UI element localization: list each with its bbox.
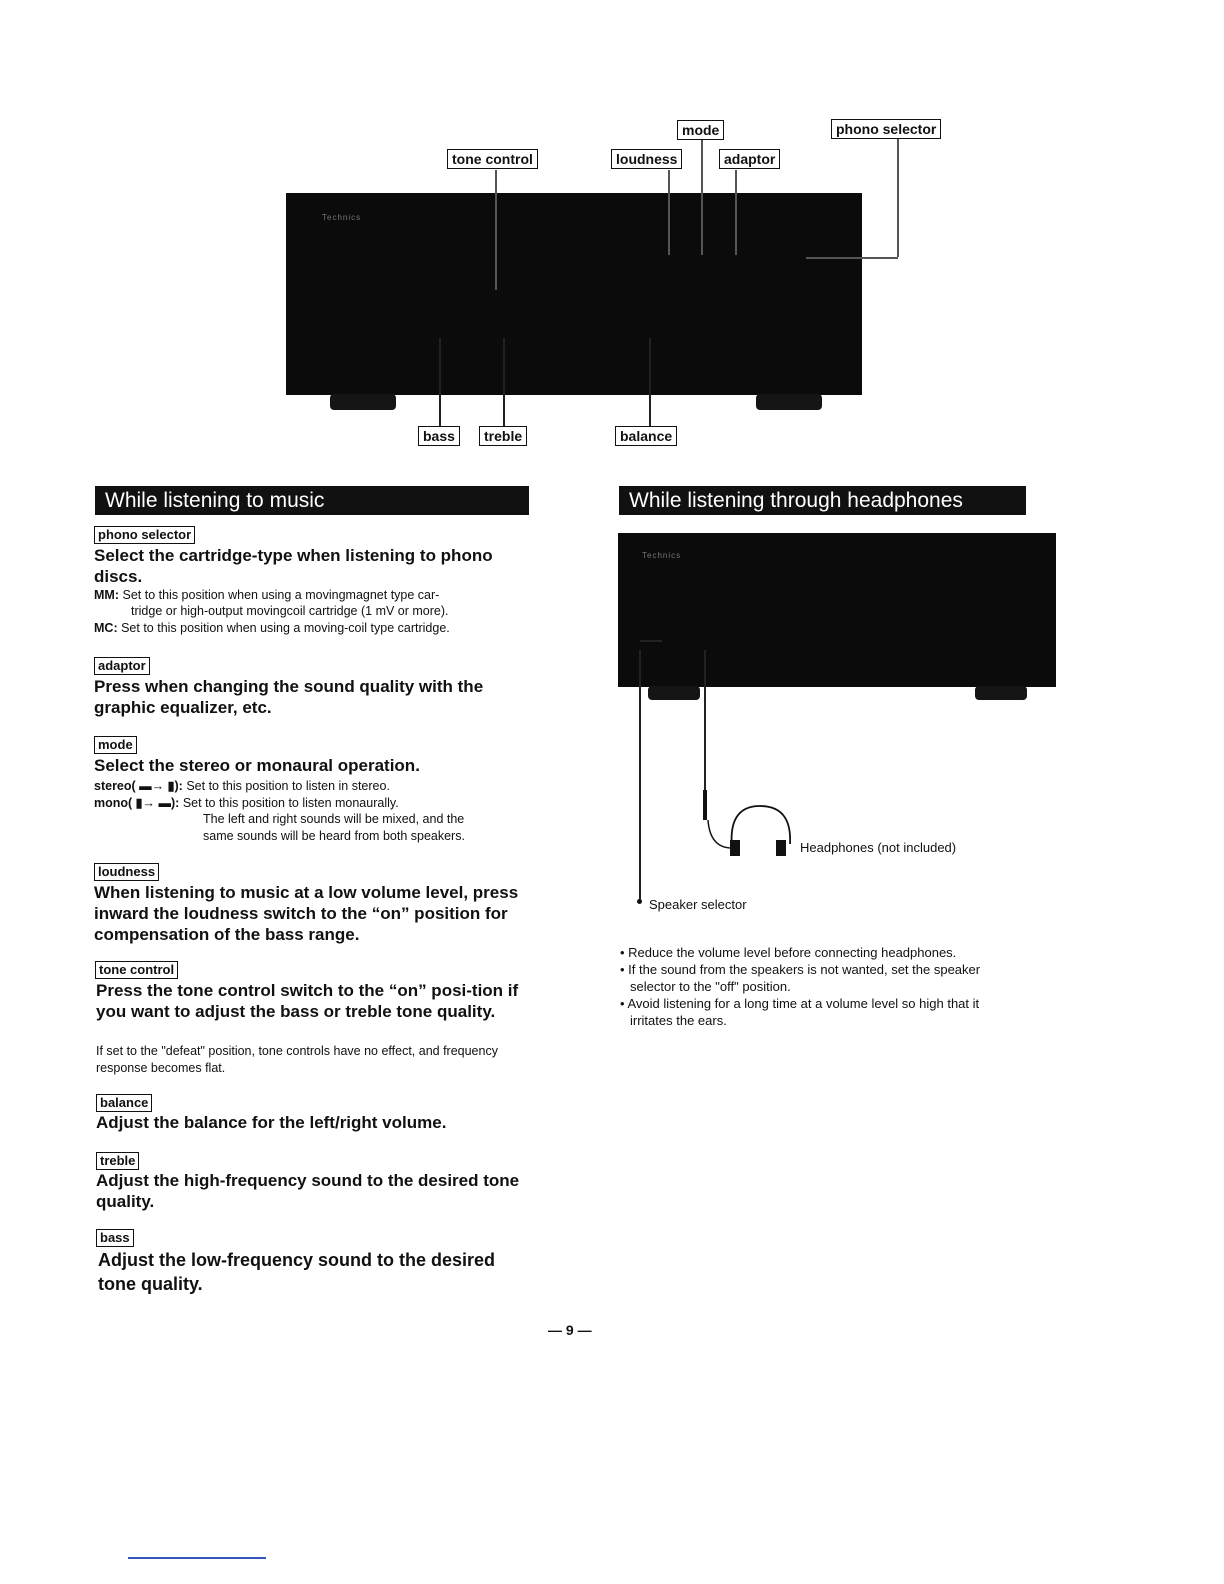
tone-control-title: Press the tone control switch to the “on” posi-tion if you want to adjust the bass or treble tone quality.	[96, 981, 519, 1021]
mc-text: Set to this position when using a moving-coil type cartridge.	[121, 621, 450, 635]
label-mode: mode	[94, 736, 137, 754]
leader-line	[503, 338, 505, 426]
mode-mono-line2: The left and right sounds will be mixed, and the	[203, 812, 465, 826]
section-header-headphones: While listening through headphones	[619, 486, 1026, 515]
label-bass: bass	[96, 1229, 134, 1247]
treble-title: Adjust the high-frequency sound to the desired tone quality.	[96, 1171, 520, 1211]
callout-treble: treble	[479, 426, 527, 446]
headphone-cord	[704, 650, 706, 790]
mono-text: Set to this position to listen monaurally.	[182, 796, 399, 810]
speaker-selector-caption: Speaker selector	[649, 897, 747, 912]
mode-mono-line3: same sounds will be heard from both speakers.	[203, 829, 465, 843]
page-number: — 9 —	[548, 1322, 592, 1338]
leader-line	[806, 257, 898, 259]
footnote-rule	[128, 1557, 266, 1559]
mc-key: MC:	[94, 621, 118, 635]
headphones-icon	[704, 800, 804, 862]
leader-line	[649, 338, 651, 426]
speaker-selector-line-top	[640, 640, 662, 642]
bullet-item: • Reduce the volume level before connecting headphones.	[620, 945, 957, 960]
mono-key: mono( ▮→ ▬):	[94, 796, 180, 810]
mm-text: Set to this position when using a movingmagnet type car-	[122, 588, 440, 602]
speaker-selector-dot	[637, 899, 642, 904]
amplifier-front-panel-image: Technics	[286, 193, 862, 395]
amplifier-foot-right-2	[975, 686, 1027, 700]
bass-title: Adjust the low-frequency sound to the desired tone quality.	[98, 1250, 496, 1294]
stereo-text: Set to this position to listen in stereo.	[186, 779, 390, 793]
mm-key: MM:	[94, 588, 119, 602]
loudness-title: When listening to music at a low volume level, press inward the loudness switch to the “on” position for compensation of the bass range.	[94, 883, 519, 944]
leader-line	[897, 139, 899, 257]
amplifier-foot-left-2	[648, 686, 700, 700]
leader-line	[439, 338, 441, 426]
bullet-item: • Avoid listening for a long time at a volume level so high that it	[620, 996, 980, 1011]
leader-line	[735, 170, 737, 255]
label-tone-control: tone control	[95, 961, 178, 979]
bullet-item: • If the sound from the speakers is not wanted, set the speaker	[620, 962, 981, 977]
callout-phono-selector: phono selector	[831, 119, 941, 139]
amplifier-foot-left	[330, 394, 396, 410]
headphones-caption: Headphones (not included)	[800, 840, 957, 855]
callout-mode: mode	[677, 120, 724, 140]
leader-line	[495, 170, 497, 290]
stereo-key: stereo( ▬→ ▮):	[94, 779, 183, 793]
phono-selector-title: Select the cartridge-type when listening to phono discs.	[94, 546, 493, 586]
mode-stereo-line	[94, 778, 534, 795]
mode-title: Select the stereo or monaural operation.	[94, 756, 420, 775]
callout-adaptor: adaptor	[719, 149, 780, 169]
label-treble: treble	[96, 1152, 139, 1170]
phono-mm-line	[94, 587, 534, 604]
section-header-music: While listening to music	[95, 486, 529, 515]
label-adaptor: adaptor	[94, 657, 150, 675]
label-phono-selector: phono selector	[94, 526, 195, 544]
bullet-item-continued: irritates the ears.	[630, 1013, 727, 1028]
tone-control-note: If set to the "defeat" position, tone controls have no effect, and frequency response becomes flat.	[96, 1044, 498, 1075]
leader-line	[701, 140, 703, 255]
callout-loudness: loudness	[611, 149, 682, 169]
amplifier-front-panel-image-2: Technics	[618, 533, 1056, 687]
label-loudness: loudness	[94, 863, 159, 881]
leader-line	[668, 170, 670, 255]
mode-mono-line	[94, 795, 534, 812]
label-balance: balance	[96, 1094, 152, 1112]
adaptor-title: Press when changing the sound quality with the graphic equalizer, etc.	[94, 677, 484, 717]
speaker-selector-line	[639, 650, 641, 900]
phono-mc-line	[94, 620, 534, 637]
callout-bass: bass	[418, 426, 460, 446]
callout-tone-control: tone control	[447, 149, 538, 169]
callout-balance: balance	[615, 426, 677, 446]
phono-mm-line2: tridge or high-output movingcoil cartridge (1 mV or more).	[131, 604, 449, 618]
bullet-item-continued: selector to the "off" position.	[630, 979, 791, 994]
balance-title: Adjust the balance for the left/right volume.	[96, 1113, 447, 1132]
amplifier-foot-right	[756, 394, 822, 410]
